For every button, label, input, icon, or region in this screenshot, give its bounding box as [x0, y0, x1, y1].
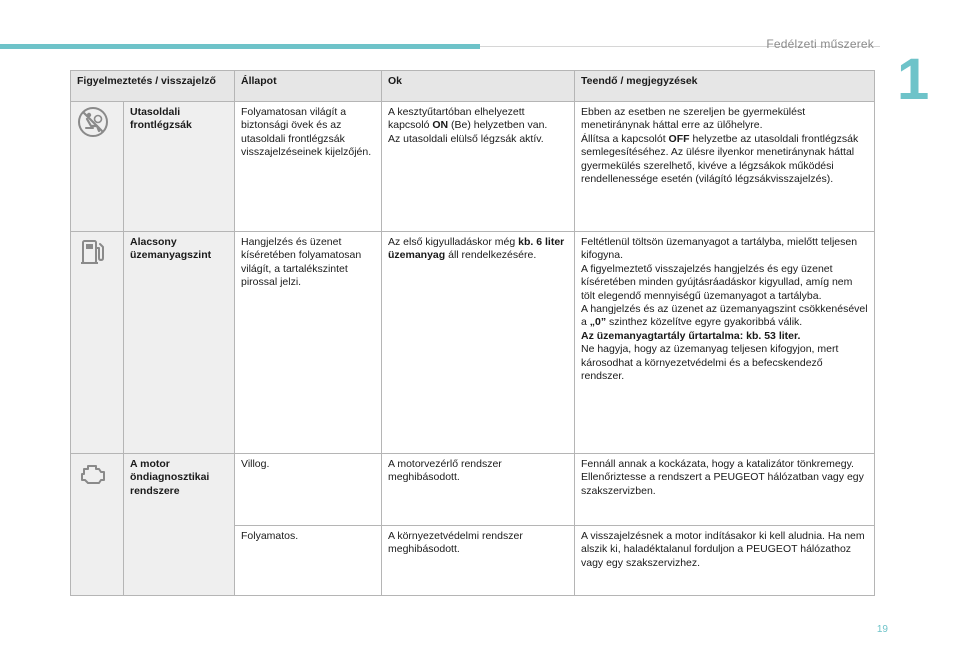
- warning-label: Alacsony üzemanyagszint: [124, 232, 235, 454]
- warning-label: A motor öndiagnosztikai rendszere: [124, 454, 235, 596]
- cause-text: A kesztyűtartóban elhelyezett kapcsoló ON (Be) helyzetben van. Az utasoldali elülső légzsák aktív.: [382, 102, 575, 232]
- page-number: 19: [876, 624, 888, 635]
- table-row: [71, 232, 875, 454]
- engine-check-icon: [77, 458, 109, 490]
- header-cause: Ok: [382, 71, 575, 102]
- chapter-number: 1: [897, 47, 930, 112]
- header-state: Állapot: [235, 71, 382, 102]
- warning-label: Utasoldali frontlégzsák: [124, 102, 235, 232]
- state-text: Folyamatos.: [235, 526, 382, 596]
- action-text: Ebben az esetben ne szereljen be gyermekülést menetiránynak háttal erre az ülőhelyre. Állítsa a kapcsolót OFF helyzetbe az utasoldali frontlégzsák semlegesítéséhez. Az ülésre ilyenkor menetiránynak háttal gyermekülés szerelhető, kivéve a légzsákok működési rendellenessége esetén (világító légzsákvisszajelzés).: [575, 102, 875, 232]
- table-row: [71, 454, 875, 526]
- action-text: A visszajelzésnek a motor indításakor ki kell aludnia. Ha nem alszik ki, haladéktalanul forduljon a PEUGEOT hálózathoz vagy egy szakszervizhez.: [575, 526, 875, 596]
- section-title: Fedélzeti műszerek: [766, 37, 874, 51]
- state-text: Villog.: [235, 454, 382, 526]
- action-text: Fennáll annak a kockázata, hogy a katalizátor tönkremegy. Ellenőriztesse a rendszert a PEUGEOT hálózatban vagy egy szakszervizben.: [575, 454, 875, 526]
- fuel-pump-icon: [77, 236, 109, 268]
- header-accent-bar: [0, 44, 480, 49]
- cause-text: A környezetvédelmi rendszer meghibásodott.: [382, 526, 575, 596]
- passenger-airbag-off-icon: [77, 106, 109, 138]
- table-header-row: [71, 71, 875, 102]
- table-row: [71, 102, 875, 232]
- state-text: Folyamatosan világít a biztonsági övek és az utasoldali frontlégzsák visszajelzéseinek kijelzőjén.: [235, 102, 382, 232]
- cause-text: A motorvezérlő rendszer meghibásodott.: [382, 454, 575, 526]
- header-warning: Figyelmeztetés / visszajelző: [71, 71, 235, 102]
- action-text: Feltétlenül töltsön üzemanyagot a tartályba, mielőtt teljesen kifogyna. A figyelmeztető visszajelzés hangjelzés és egy üzenet kíséretében minden gyújtásráadáskor kigyullad, amíg nem tölt elegendő mennyiségű üzemanyagot a tartályba. A hangjelzés és az üzenet az üzemanyagszint csökkenésével a „0” szinthez közelítve egyre gyakoribbá válik. Az üzemanyagtartály űrtartalma: kb. 53 liter. Ne hagyja, hogy az üzemanyag teljesen kifogyjon, mert károsodhat a környezetvédelmi és a befecskendező rendszer.: [575, 232, 875, 454]
- state-text: Hangjelzés és üzenet kíséretében folyamatosan világít, a tartalékszintet pirossal jelzi.: [235, 232, 382, 454]
- warning-lights-table: [70, 70, 875, 596]
- cause-text: Az első kigyulladáskor még kb. 6 liter üzemanyag áll rendelkezésére.: [382, 232, 575, 454]
- header-action: Teendő / megjegyzések: [575, 71, 875, 102]
